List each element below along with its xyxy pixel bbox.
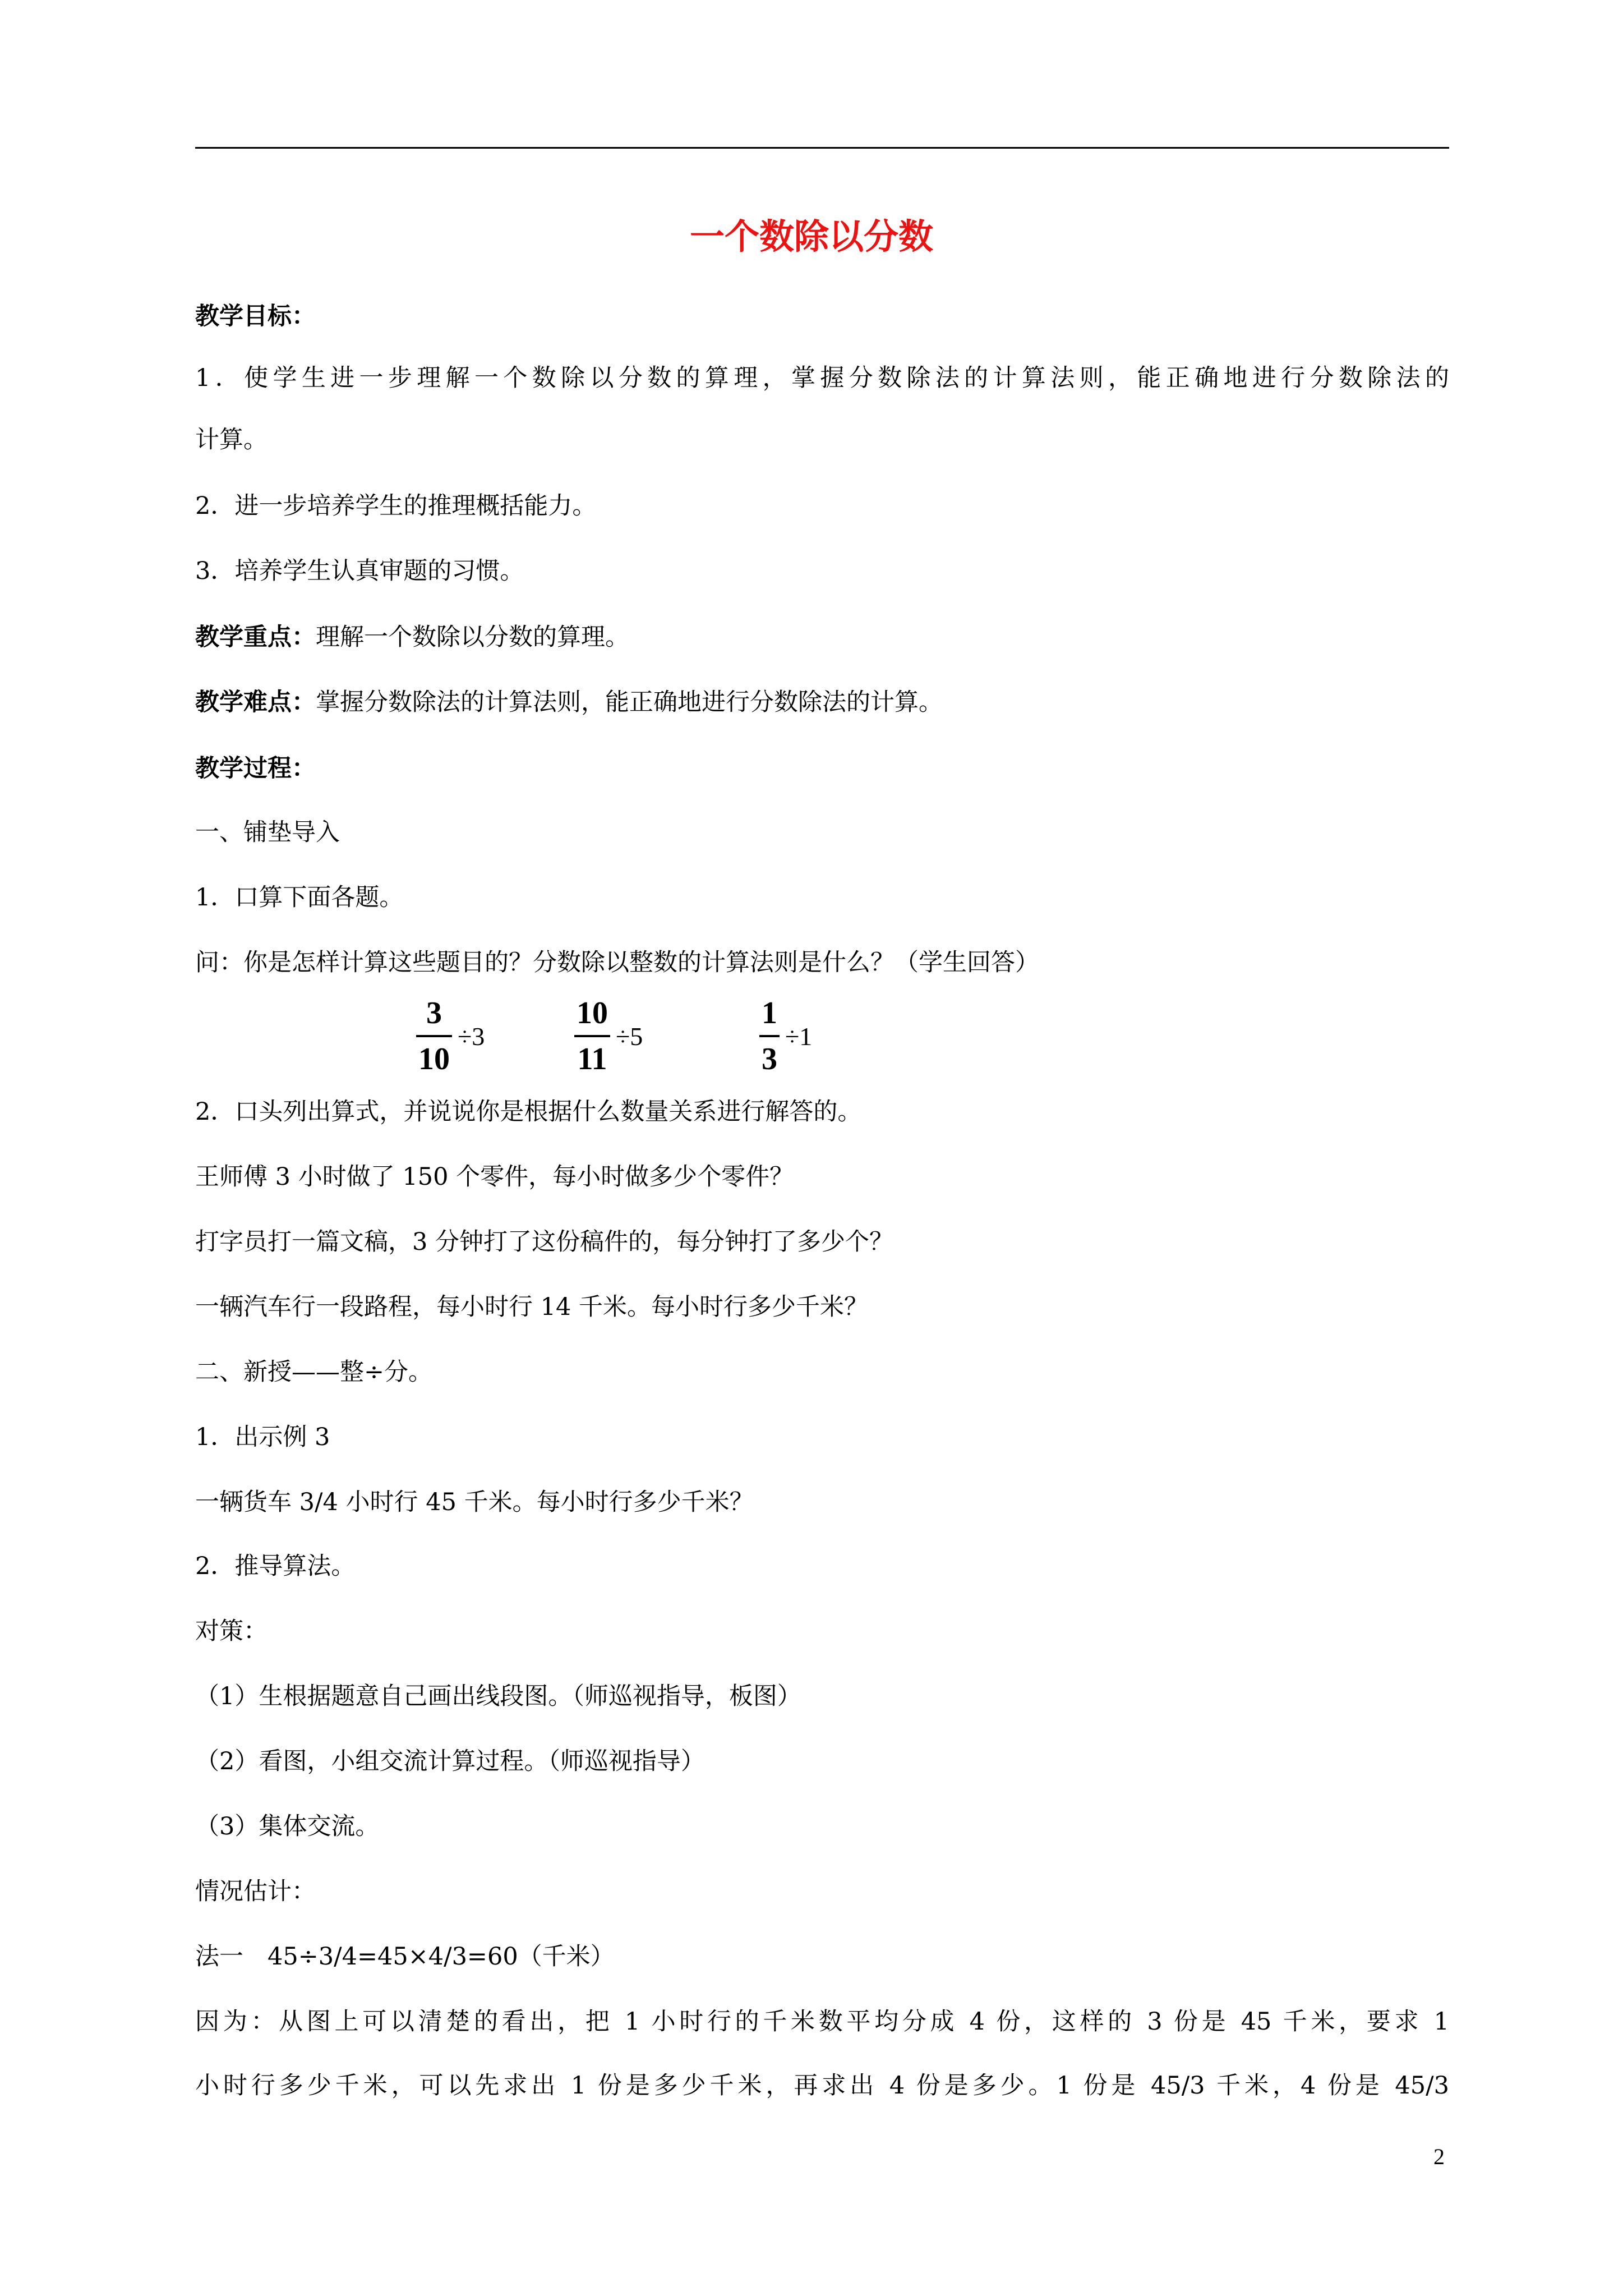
problem-1: 王师傅 3 小时做了 150 个零件，每小时做多少个零件？ — [195, 1163, 794, 1191]
step-2: （2）看图，小组交流计算过程。（师巡视指导） — [195, 1747, 705, 1775]
division-operator: ÷5 — [616, 1022, 643, 1051]
difficulty-text: 掌握分数除法的计算法则，能正确地进行分数除法的计算。 — [316, 688, 943, 716]
goal-1-line-1: 1．使学生进一步理解一个数除以分数的算理，掌握分数除法的计算法则，能正确地进行分数除法的 — [195, 364, 1449, 392]
problem-3: 一辆汽车行一段路程，每小时行 14 千米。每小时行多少千米？ — [195, 1293, 869, 1321]
fraction — [416, 995, 452, 1078]
page-number: 2 — [1433, 2144, 1445, 2169]
division-operator: ÷1 — [785, 1022, 813, 1051]
example-problem: 一辆货车 3/4 小时行 45 千米。每小时行多少千米？ — [195, 1488, 754, 1516]
because-line-2: 小时行多少千米，可以先求出 1 份是多少千米，再求出 4 份是多少。1 份是 45/3 千米，4 份是 45/3 — [195, 2072, 1449, 2100]
document-title: 一个数除以分数 — [689, 216, 933, 257]
strategy-heading: 对策： — [195, 1617, 268, 1645]
fraction-expression-1 — [416, 988, 485, 1084]
fraction-denominator: 10 — [418, 1042, 450, 1076]
item-1: 1．口算下面各题。 — [195, 884, 404, 912]
step-1: （1）生根据题意自己画出线段图。（师巡视指导，板图） — [195, 1682, 801, 1710]
problem-2: 打字员打一篇文稿，3 分钟打了这份稿件的，每分钟打了多少个？ — [195, 1228, 894, 1256]
goal-2: 2．进一步培养学生的推理概括能力。 — [195, 492, 597, 520]
fraction-numerator: 1 — [762, 996, 777, 1030]
step-3: （3）集体交流。 — [195, 1812, 380, 1841]
process-heading: 教学过程： — [195, 754, 316, 783]
item-2: 2．口头列出算式，并说说你是根据什么数量关系进行解答的。 — [195, 1098, 862, 1126]
fraction-denominator: 11 — [577, 1042, 607, 1076]
question-text: 问：你是怎样计算这些题目的？分数除以整数的计算法则是什么？（学生回答） — [195, 949, 1039, 977]
section-1-heading: 一、铺垫导入 — [195, 818, 340, 846]
goal-1-line-2: 计算。 — [195, 426, 268, 454]
key-point-text: 理解一个数除以分数的算理。 — [316, 623, 629, 651]
method-1: 法一 45÷3/4=45×4/3=60（千米） — [195, 1943, 615, 1971]
goal-3: 3．培养学生认真审题的习惯。 — [195, 557, 524, 585]
because-line-1: 因为：从图上可以清楚的看出，把 1 小时行的千米数平均分成 4 份，这样的 3 份是 45 千米，要求 1 — [195, 2008, 1449, 2036]
fraction-denominator: 3 — [762, 1042, 777, 1076]
difficulty-label: 教学难点： — [195, 688, 316, 716]
key-point-label: 教学重点： — [195, 623, 316, 651]
division-operator: ÷3 — [458, 1022, 485, 1051]
header-rule — [195, 147, 1449, 149]
goals-heading: 教学目标： — [195, 302, 316, 330]
teaching-difficulty — [195, 685, 943, 719]
fraction-expression-2 — [574, 988, 643, 1084]
fraction-numerator: 10 — [577, 996, 608, 1030]
derive-heading: 2．推导算法。 — [195, 1552, 356, 1580]
fraction-expression-3 — [759, 988, 812, 1084]
fraction-numerator: 3 — [426, 996, 442, 1030]
example-heading: 1．出示例 3 — [195, 1423, 330, 1451]
fraction — [574, 995, 610, 1078]
section-2-heading: 二、新授——整÷分。 — [195, 1358, 433, 1386]
fraction — [759, 995, 780, 1078]
teaching-key-point — [195, 620, 629, 654]
estimate-heading: 情况估计： — [195, 1878, 316, 1906]
